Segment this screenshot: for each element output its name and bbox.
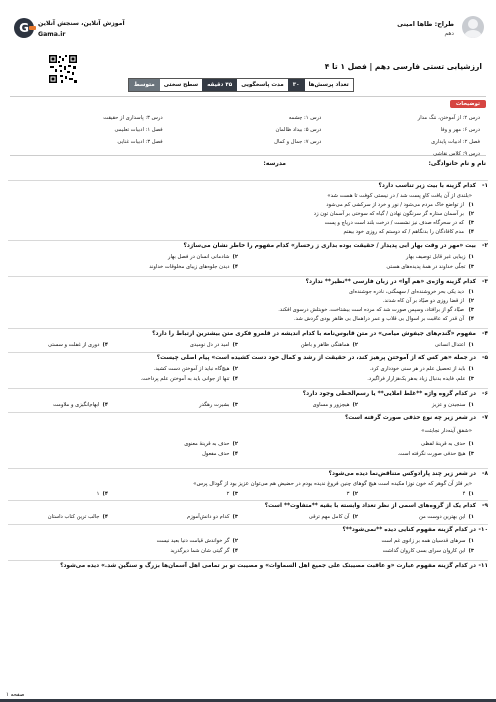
option[interactable]: ۳)علم، فایده بدنبال زیاد به‌هر یک‌هزارار فراگیرد. <box>367 376 474 382</box>
option[interactable]: ۱)باید از تحصیل علم در هر سنی خودداری کرد. <box>369 366 474 372</box>
option[interactable]: ۴)۱ <box>96 491 108 497</box>
question-number: ۸- <box>482 471 488 477</box>
option[interactable]: ۱)زیبایی غیر قابل توصیف بهار <box>406 254 474 260</box>
question-number: ۱۱- <box>478 563 488 569</box>
stat-duration-value: ۴۵ دقیقه <box>202 79 237 91</box>
avatar-icon <box>462 16 484 38</box>
option[interactable]: ۴)تنها از جوانی باید به آموختن علم پرداخت. <box>140 376 238 382</box>
option[interactable]: ۱)سنجیدن و عزیز <box>432 402 474 408</box>
question-5 <box>8 352 488 384</box>
question-text: در شعر زیر چند پارادوکس متناقض‌نما دیده می‌شود؟ <box>328 471 476 477</box>
question-quote: «شفق آینه‌دار نجابتت» <box>421 428 472 434</box>
question-9 <box>8 500 488 522</box>
question-text: در کدام گزینه مفهوم عبارت «و عاقبت مصیبتک علی جمیع اهل السماوات» و مصیبت تو بر تمامی اهل آسمان‌ها بزرگ و سنگین شد.» دیده می‌شود؟ <box>60 563 476 569</box>
question-number: ۴- <box>482 331 488 337</box>
exam-title: ارزشیابی تستی فارسی دهم | فصل ۱ تا ۴ <box>324 62 482 71</box>
stat-duration-label: مدت پاسخگویی <box>237 79 288 91</box>
stat-duration <box>202 79 288 91</box>
header <box>12 14 484 90</box>
options-row <box>8 374 488 384</box>
options-row <box>8 449 488 459</box>
topic-item: درس ۹: کلاس نقاشی <box>433 151 480 157</box>
question-text: کدام گزینه با بیت زیر تناسب دارد؟ <box>378 183 476 189</box>
question-1 <box>8 180 488 237</box>
topic-item: درس ۱: چشمه <box>288 115 322 121</box>
question-text: در کدام گزینه مفهوم کنایی دیده **نمی‌شود**؟ <box>342 527 476 533</box>
option[interactable]: ۲)هیچزور و مساوی <box>312 402 358 408</box>
options-row <box>8 439 488 449</box>
school-field[interactable]: مدرسه: <box>263 160 286 167</box>
question-text: مفهوم «گندم‌های جیفوش میامی» در متن قابوس‌نامه با کدام اندیشه در قلمرو فکری متن بیشترین ارتباط را دارد؟ <box>152 331 476 337</box>
option[interactable]: ۴)دوری از غفلت و سستی <box>48 342 108 348</box>
option[interactable]: ۳)این کاروان سرای بسی کاروان گذاشت <box>382 548 474 554</box>
option[interactable]: ۴) مدم کافادگان را بدنگاهم / که دوستم که روزی خود بیفتم <box>343 229 474 235</box>
option[interactable]: ۳)کدام دو دانش‌آموزم <box>187 514 238 520</box>
question-text: کدام گزینه واژه‌ی «هم آوا» در زبان فارسی **نظیر** ندارد؟ <box>305 279 476 285</box>
topic-item: درس ۶: مهر و وفا <box>440 127 480 133</box>
question-text: در کدام گروه واژه **غلط املایی** یا رسم‌الخطی وجود دارد؟ <box>302 391 476 397</box>
option[interactable]: ۳)هیچ حذفی صورت نگرفته است. <box>397 451 474 457</box>
student-name-field[interactable]: نام و نام خانوادگی: <box>428 160 486 167</box>
option[interactable]: ۲)هیچ‌گاه نباید از آموختن دست کشید. <box>153 366 238 372</box>
option[interactable]: ۴)گر گیتی شان شما دیرگذرید <box>170 548 238 554</box>
topics-tag: توضیحات <box>450 100 486 108</box>
topics-panel <box>10 96 486 156</box>
options-row <box>8 364 488 374</box>
author-box <box>274 14 484 50</box>
student-info-row <box>10 160 486 172</box>
option[interactable]: ۲)حذف به قرینهٔ معنوی <box>184 441 238 447</box>
topic-item: فصل ۱: ادبیات تعلیمی <box>114 127 163 133</box>
option[interactable]: ۳)امید در دل نومیدی <box>189 342 238 348</box>
question-6 <box>8 388 488 410</box>
author-name: طراح: طاها امینی <box>397 20 454 28</box>
stat-difficulty-label: سطح سختی <box>160 79 202 91</box>
question-number: ۹- <box>482 503 488 509</box>
question-10 <box>8 524 488 556</box>
option[interactable]: ۴)دیدن جلوه‌های زیبای مخلوقات خداوند <box>149 264 238 270</box>
option[interactable]: ۱)سرهای قدسیان همه بر زانوی غم است <box>381 538 474 544</box>
option[interactable]: ۲)۳ <box>346 491 358 497</box>
question-text: بیت «مهر در وقت بهار ابی پدیدار / حقیقت بوده بداری ز رخسار» کدام مفهوم را خاطر نشان می‌سازد؟ <box>183 243 476 249</box>
options-row <box>8 489 488 499</box>
page-number: صفحه ۱ <box>6 692 25 698</box>
option[interactable]: ۴)حذف مفعول <box>202 451 238 457</box>
qr-code-icon <box>48 54 78 84</box>
option[interactable]: ۳) صیّاد گو از برافتاد، وسپس صورت شد که مرده است بیشتاخت، خوبتلش درسوی افکند. <box>278 307 474 313</box>
options-row <box>8 536 488 546</box>
gama-logo-icon: G <box>14 18 34 38</box>
option[interactable]: ۱)حذف به قرینهٔ لفظی <box>421 441 474 447</box>
options-row <box>8 262 488 272</box>
options-row <box>8 252 488 262</box>
question-number: ۲- <box>482 243 488 249</box>
author-grade: دهم <box>444 31 454 37</box>
question-number: ۳- <box>482 279 488 285</box>
stat-difficulty-value: متوسط <box>129 79 160 91</box>
option[interactable]: ۳)بشیرت رهگذر <box>199 402 238 408</box>
question-4 <box>8 328 488 350</box>
topic-item: فصل ۲: ادبیات پایداری <box>431 139 480 145</box>
options-row <box>8 400 488 410</box>
option[interactable]: ۲) بر آسمان ستاره گر سرنگون نهادن / گیاه که سوختی بر آسمان تون زد <box>313 211 474 217</box>
option[interactable]: ۱) از تواضع خاک مردم می‌شود / نور و خرد از سرکشی کم می‌شود <box>326 202 474 208</box>
question-text: در جمله «هر کس که از آموختن پرهیز کند، در حقیقت از رشد و کمال خود دست کشیده است» پیام اصلی چیست؟ <box>156 355 476 361</box>
topic-item: درس ۳: پاسداری از حقیقت <box>103 115 163 121</box>
question-text: در شعر زیر چه نوع حذفی صورت گرفته است؟ <box>344 415 476 421</box>
option[interactable]: ۴) آن قدر که عاقبت بر اسوال بی قلاب و عمر دراهمال بی ظاهر بودی گردش شد. <box>293 316 474 322</box>
option[interactable]: ۲)آن کامل مهم ترقی <box>308 514 358 520</box>
question-text: کدام یک از گروه‌های اسمی از نظر تعداد وابسته با بقیه **متفاوت** است؟ <box>264 503 476 509</box>
option[interactable]: ۱)۴ <box>462 491 474 497</box>
topic-item: درس ۲: از آموختن، ننگ مدار <box>417 115 480 121</box>
stat-count-value: ۳۰ <box>288 79 305 91</box>
options-row <box>8 546 488 556</box>
footer <box>0 690 496 702</box>
stat-count-label: تعداد پرسش‌ها <box>305 79 353 91</box>
option[interactable]: ۴)ابهام‌انگیزی و ملاومت <box>53 402 108 408</box>
options-row <box>8 340 488 350</box>
option[interactable]: ۲)هماهنگی ظاهر و باطن <box>300 342 358 348</box>
option[interactable]: ۲)شادمانی انسان در فصل بهار <box>167 254 238 260</box>
option[interactable]: ۱)این بهترین دوست من <box>419 514 474 520</box>
question-7 <box>8 412 488 459</box>
question-number: ۵- <box>482 355 488 361</box>
question-11 <box>8 560 488 572</box>
option[interactable]: ۳)۲ <box>226 491 238 497</box>
stat-count <box>288 79 353 91</box>
stat-difficulty <box>129 79 202 91</box>
question-number: ۶- <box>482 391 488 397</box>
question-3 <box>8 276 488 324</box>
question-number: ۱- <box>482 183 488 189</box>
option[interactable]: ۱)اعتدال انسانی <box>434 342 474 348</box>
topic-item: فصل ۳: ادبیات غنایی <box>117 139 163 145</box>
question-2 <box>8 240 488 272</box>
topics-grid <box>10 115 486 157</box>
exam-stats <box>128 78 354 92</box>
option[interactable]: ۴)جالب ترین کتاب داستان <box>47 514 108 520</box>
brand <box>12 14 152 58</box>
topic-item: درس ۵: بیداد ظالمان <box>275 127 322 133</box>
question-number: ۷- <box>482 415 488 421</box>
question-quote: «بر فلز آن گوهر که خون نوزا مکیده است هیچ گوهای چنین فروغ ندیده بودم در حضیض هم می‌توان عزیز بود از گودال پرس» <box>193 481 472 487</box>
brand-name: آموزش آنلاین، سنجش آنلاین <box>38 20 125 27</box>
option[interactable]: ۳)تجلّی خداوند در همهٔ پدیده‌های هستی <box>386 264 474 270</box>
options-row <box>8 512 488 522</box>
option[interactable]: ۲)گر خواندش قیامت دنیا بعید نیست <box>156 538 238 544</box>
question-quote: «بلندی از آن یافت کاو پست شد / در نیستی کوفت تا هست شد» <box>327 193 472 199</box>
topic-item: درس ۷: جمال و کمال <box>274 139 322 145</box>
question-number: ۱۰- <box>478 527 488 533</box>
option[interactable]: ۲) از قضا روزی دو صیّاد بر آن کاه شدند. <box>382 298 474 304</box>
question-8 <box>8 468 488 499</box>
brand-site[interactable]: Gama.ir <box>38 31 66 38</box>
option[interactable]: ۳) که در سحرگاه صدف نیز نشست / درخت بلند است دریاچ و پست <box>324 220 474 226</box>
option[interactable]: ۱) دید یکی بحر خروشنده‌ای / سهمگنی، نادره جوشنده‌ای <box>349 289 474 295</box>
